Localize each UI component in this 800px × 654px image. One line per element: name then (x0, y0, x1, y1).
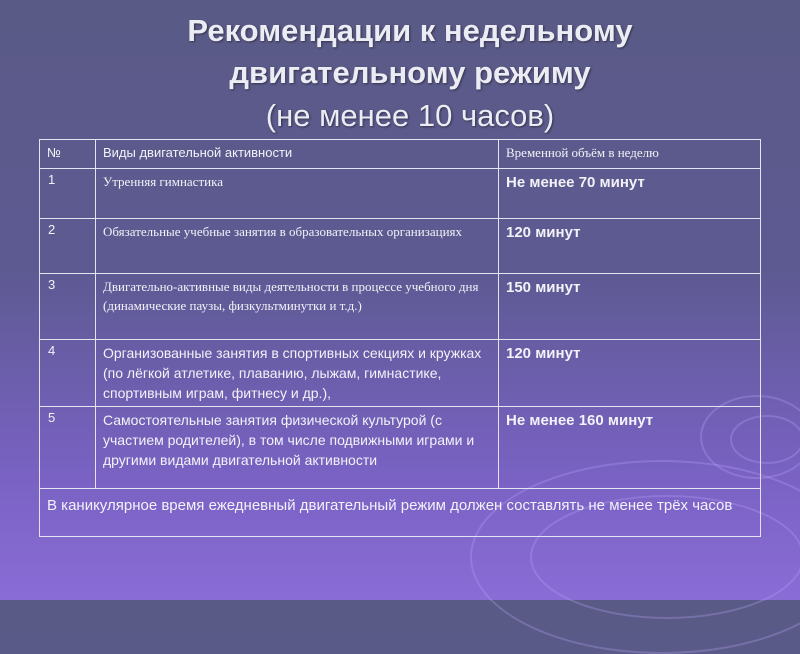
table-row (40, 219, 761, 274)
header-number: № (40, 140, 96, 169)
title-subtitle: (не менее 10 часов) (265, 98, 555, 133)
header-activity: Виды двигательной активности (96, 140, 499, 169)
row-activity: Самостоятельные занятия физической культурой (с участием родителей), в том числе подвижными играми и другими видами двигательной активности (96, 407, 499, 489)
table-row (40, 407, 761, 489)
row-number: 3 (40, 274, 96, 340)
row-number: 2 (40, 219, 96, 274)
table-footer-row (40, 489, 761, 537)
row-time: 120 минут (499, 219, 761, 274)
row-number: 5 (40, 407, 96, 489)
row-activity: Утренняя гимнастика (96, 169, 499, 219)
header-time: Временной объём в неделю (499, 140, 761, 169)
table-row (40, 169, 761, 219)
table-header-row (40, 140, 761, 169)
row-time: Не менее 70 минут (499, 169, 761, 219)
table-row (40, 340, 761, 407)
page-title (0, 10, 800, 138)
title-line-1: Рекомендации к недельному (187, 13, 633, 48)
recommendations-table (39, 139, 761, 537)
row-activity: Организованные занятия в спортивных секциях и кружках (по лёгкой атлетике, плаванию, лыжам, гимнастике, спортивным играм, фитнесу и др.), (96, 340, 499, 407)
row-time: 120 минут (499, 340, 761, 407)
row-time: 150 минут (499, 274, 761, 340)
table-row (40, 274, 761, 340)
row-number: 1 (40, 169, 96, 219)
title-line-2: двигательному режиму (229, 55, 591, 90)
row-activity: Двигательно-активные виды деятельности в процессе учебного дня (динамические паузы, физкультминутки и т.д.) (96, 274, 499, 340)
footer-note: В каникулярное время ежедневный двигательный режим должен составлять не менее трёх часов (40, 489, 761, 537)
row-activity: Обязательные учебные занятия в образовательных организациях (96, 219, 499, 274)
row-time: Не менее 160 минут (499, 407, 761, 489)
row-number: 4 (40, 340, 96, 407)
